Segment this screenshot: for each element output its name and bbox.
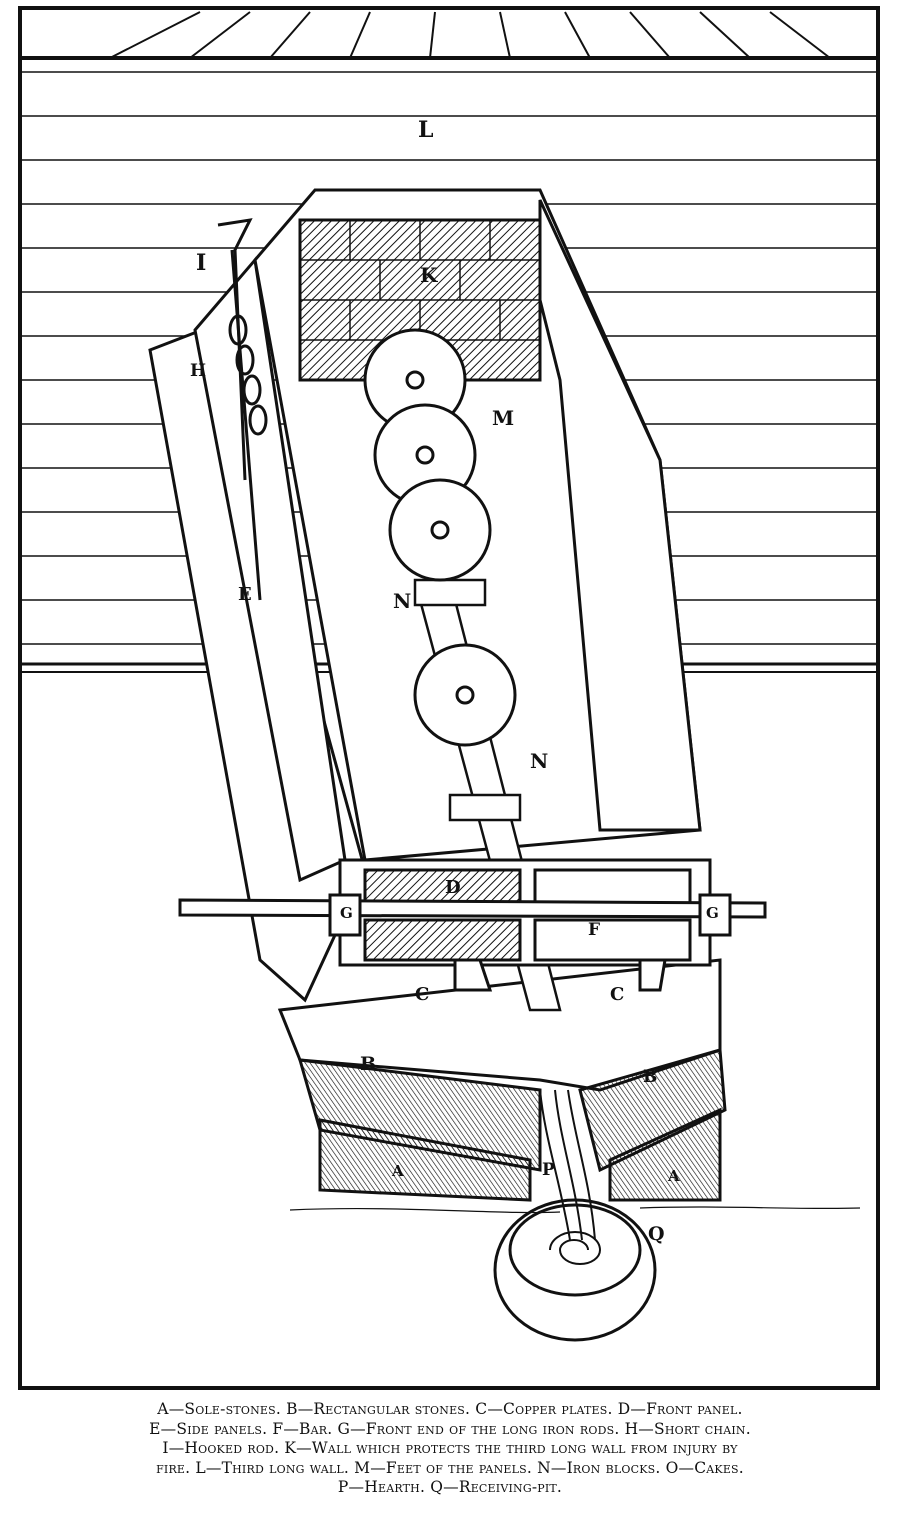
caption-line: P—Hearth. Q—Receiving-pit. bbox=[337, 1478, 563, 1496]
label-C-right: C bbox=[610, 984, 625, 1005]
label-B-left: B bbox=[360, 1053, 377, 1075]
label-G-right: G bbox=[706, 904, 719, 922]
label-L: L bbox=[418, 117, 434, 143]
figure-caption bbox=[20, 1400, 880, 1520]
label-A-left: A bbox=[392, 1162, 404, 1180]
label-H: H bbox=[190, 361, 207, 381]
label-Q: Q bbox=[648, 1223, 665, 1245]
label-F: F bbox=[588, 920, 601, 940]
label-M: M bbox=[492, 406, 515, 430]
label-D: D bbox=[445, 877, 461, 898]
label-N-lower: N bbox=[530, 749, 549, 773]
label-N-upper: N bbox=[393, 589, 412, 613]
label-A-right: A bbox=[668, 1167, 680, 1185]
label-E: E bbox=[238, 584, 252, 605]
label-G-left: G bbox=[340, 904, 353, 922]
caption-line: A—Sole-stones. B—Rectangular stones. C—Copper plates. D—Front panel. bbox=[157, 1400, 743, 1418]
label-P: P bbox=[542, 1160, 555, 1180]
label-K: K bbox=[420, 263, 438, 287]
caption-line: E—Side panels. F—Bar. G—Front end of the long iron rods. H—Short chain. bbox=[149, 1419, 751, 1438]
label-B-right: B bbox=[643, 1067, 658, 1087]
label-I: I bbox=[196, 250, 207, 276]
label-C-left: C bbox=[415, 984, 430, 1005]
caption-line: I—Hooked rod. K—Wall which protects the third long wall from injury by bbox=[162, 1439, 738, 1457]
caption-line: fire. L—Third long wall. M—Feet of the panels. N—Iron blocks. O—Cakes. bbox=[156, 1458, 744, 1477]
receiving-pit bbox=[495, 1200, 655, 1340]
